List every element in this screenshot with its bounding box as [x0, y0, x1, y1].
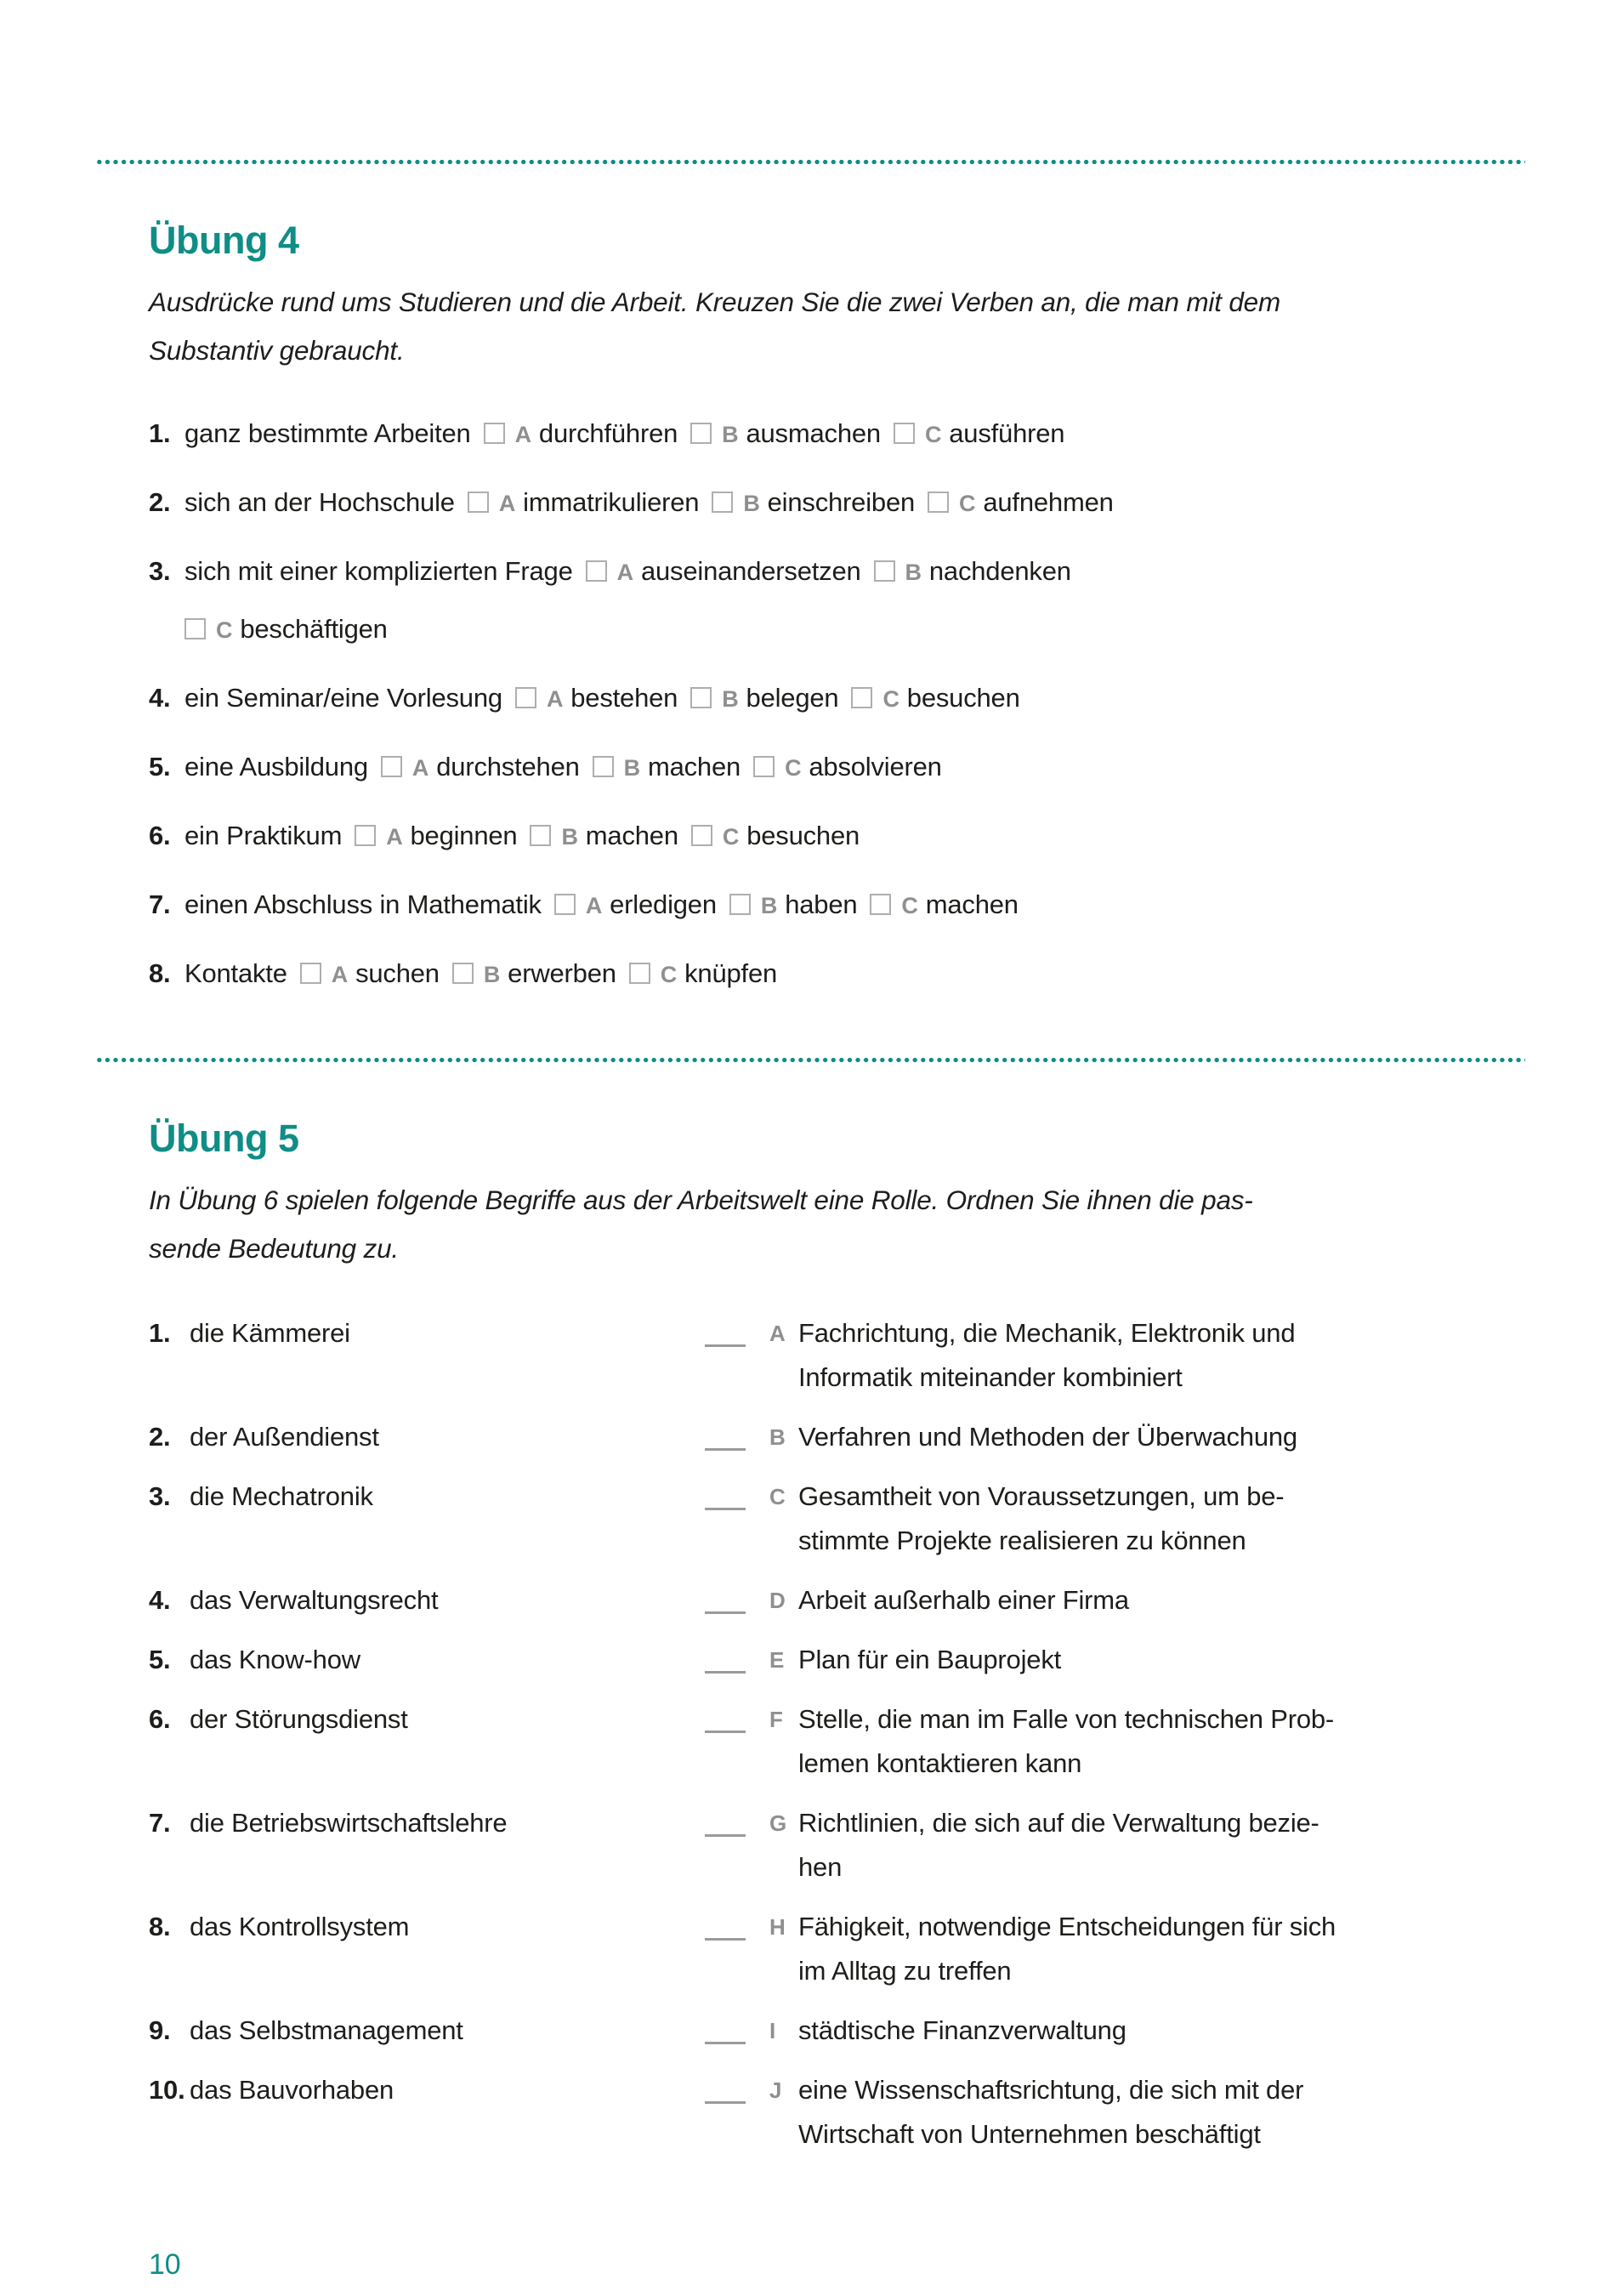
option-checkbox[interactable]: [690, 687, 712, 708]
item-number: 5.: [149, 752, 171, 781]
option-checkbox[interactable]: [629, 963, 650, 984]
option-letter: C: [660, 962, 678, 987]
option-text: besuchen: [906, 683, 1020, 713]
exercise5-instructions: [149, 1176, 1623, 1273]
item-number: 2.: [149, 1422, 171, 1452]
option-checkbox[interactable]: [928, 492, 949, 513]
exercise4-item: [149, 949, 1623, 1007]
option-letter: B: [760, 893, 778, 918]
option-text: machen: [585, 821, 678, 850]
option-checkbox[interactable]: [381, 756, 402, 777]
item-stem: ganz bestimmte Arbeiten: [184, 418, 471, 448]
item-number: 4.: [149, 683, 171, 713]
item-number: 3.: [149, 556, 171, 586]
option-text: belegen: [746, 683, 839, 713]
term: das Kontrollsystem: [190, 1912, 410, 1941]
exercise4-item: [149, 880, 1623, 938]
answer-blank[interactable]: [705, 1482, 746, 1510]
definition-text: Wirtschaft von Unternehmen beschäftigt: [798, 2119, 1261, 2149]
answer-blank[interactable]: [705, 1705, 746, 1733]
definition-letter: F: [769, 1707, 783, 1732]
option-text: auseinandersetzen: [640, 556, 861, 586]
option-letter: B: [722, 422, 739, 447]
option-checkbox[interactable]: [452, 963, 474, 984]
item-number: 1.: [149, 1318, 171, 1348]
option-letter: C: [216, 617, 233, 643]
option-checkbox[interactable]: [851, 687, 872, 708]
exercise4-item: [149, 409, 1623, 467]
definition-letter: D: [769, 1588, 786, 1613]
term: das Bauvorhaben: [190, 2075, 394, 2105]
definition-text: Fähigkeit, notwendige Entscheidungen für sich: [798, 1912, 1336, 1941]
definition-text: stimmte Projekte realisieren zu können: [798, 1526, 1246, 1555]
option-letter: C: [924, 422, 942, 447]
definition-text: Plan für ein Bauprojekt: [798, 1645, 1062, 1674]
option-checkbox[interactable]: [894, 423, 915, 444]
option-text: machen: [925, 889, 1019, 919]
option-letter: A: [616, 560, 633, 585]
item-number: 3.: [149, 1481, 171, 1511]
option-checkbox[interactable]: [753, 756, 775, 777]
term: der Außendienst: [190, 1422, 379, 1452]
page-number: 10: [149, 2248, 181, 2281]
definition-text: lemen kontaktieren kann: [798, 1748, 1082, 1778]
option-text: einschreiben: [767, 487, 916, 517]
exercise5-matching-list: [0, 1311, 1623, 2157]
item-number: 5.: [149, 1645, 171, 1674]
term: die Mechatronik: [190, 1481, 373, 1511]
option-letter: B: [483, 962, 501, 987]
option-checkbox[interactable]: [554, 894, 576, 915]
matching-row: [149, 1415, 1623, 1459]
instruction-line: In Übung 6 spielen folgende Begriffe aus der Arbeitswelt eine Rolle. Ordnen Sie ihnen die pas-: [149, 1185, 1253, 1215]
exercise4-title: Übung 4: [149, 219, 299, 262]
option-checkbox[interactable]: [484, 423, 505, 444]
answer-blank[interactable]: [705, 1912, 746, 1941]
option-letter: B: [561, 824, 578, 850]
exercise4-item: [149, 478, 1623, 536]
option-text: haben: [785, 889, 858, 919]
definition-letter: G: [769, 1810, 787, 1836]
item-stem: Kontakte: [184, 958, 287, 988]
option-letter: A: [331, 962, 349, 987]
option-letter: B: [722, 686, 739, 712]
matching-row: [149, 1475, 1623, 1563]
instruction-line: Ausdrücke rund ums Studieren und die Arbeit. Kreuzen Sie die zwei Verben an, die man mit dem: [149, 287, 1280, 317]
option-letter: A: [411, 755, 429, 781]
option-text: suchen: [355, 958, 440, 988]
matching-row: [149, 2009, 1623, 2053]
item-number: 6.: [149, 1704, 171, 1734]
item-number: 8.: [149, 958, 171, 988]
option-checkbox[interactable]: [530, 825, 551, 846]
option-text: beschäftigen: [240, 614, 388, 644]
answer-blank[interactable]: [705, 1645, 746, 1674]
matching-row: [149, 1801, 1623, 1890]
exercise4-item: [149, 742, 1623, 800]
item-number: 7.: [149, 889, 171, 919]
option-checkbox[interactable]: [586, 560, 607, 582]
option-text: ausmachen: [746, 418, 881, 448]
item-stem: sich an der Hochschule: [184, 487, 455, 517]
definition-letter: E: [769, 1647, 785, 1673]
option-letter: A: [498, 491, 516, 516]
matching-row: [149, 1905, 1623, 1993]
option-letter: B: [623, 755, 640, 781]
item-stem: einen Abschluss in Mathematik: [184, 889, 542, 919]
item-number: 8.: [149, 1912, 171, 1941]
term: die Kämmerei: [190, 1318, 350, 1348]
matching-row: [149, 1638, 1623, 1682]
option-text: absolvieren: [809, 752, 942, 781]
matching-row: [149, 2068, 1623, 2157]
option-text: erledigen: [610, 889, 717, 919]
definition-text: Stelle, die man im Falle von technischen Prob-: [798, 1704, 1335, 1734]
item-number: 4.: [149, 1585, 171, 1615]
answer-blank[interactable]: [705, 2076, 746, 2104]
option-text: beginnen: [410, 821, 518, 850]
definition-letter: J: [769, 2077, 782, 2103]
matching-row: [149, 1311, 1623, 1400]
item-stem: sich mit einer komplizierten Frage: [184, 556, 573, 586]
option-text: immatrikulieren: [523, 487, 700, 517]
option-text: ausführen: [949, 418, 1065, 448]
definition-letter: I: [769, 2018, 776, 2043]
exercise4-instructions: [149, 278, 1623, 375]
definition-text: hen: [798, 1852, 843, 1882]
option-letter: C: [901, 893, 918, 918]
term: das Verwaltungsrecht: [190, 1585, 439, 1615]
dotted-separator: [95, 158, 1525, 166]
definition-text: städtische Finanzverwaltung: [798, 2015, 1126, 2045]
option-text: knüpfen: [684, 958, 778, 988]
option-checkbox[interactable]: [300, 963, 321, 984]
definition-letter: A: [769, 1321, 786, 1346]
definition-text: im Alltag zu treffen: [798, 1956, 1012, 1986]
answer-blank[interactable]: [705, 1586, 746, 1614]
option-letter: C: [882, 686, 899, 712]
option-letter: A: [386, 824, 403, 850]
item-number: 10.: [149, 2075, 185, 2105]
exercise4-item-list: [149, 409, 1623, 1007]
option-text: besuchen: [746, 821, 860, 850]
option-checkbox[interactable]: [870, 894, 891, 915]
exercise4-item: [149, 547, 1623, 662]
instruction-line: sende Bedeutung zu.: [149, 1233, 399, 1264]
term: die Betriebswirtschaftslehre: [190, 1808, 508, 1838]
option-checkbox[interactable]: [355, 825, 376, 846]
answer-blank[interactable]: [705, 2016, 746, 2044]
definition-letter: H: [769, 1914, 786, 1940]
option-letter: C: [722, 824, 740, 850]
term: das Selbstmanagement: [190, 2015, 463, 2045]
item-number: 9.: [149, 2015, 171, 2045]
definition-text: Gesamtheit von Voraussetzungen, um be-: [798, 1481, 1285, 1511]
term: der Störungsdienst: [190, 1704, 408, 1734]
exercise5-title: Übung 5: [149, 1117, 299, 1160]
definition-text: eine Wissenschaftsrichtung, die sich mit der: [798, 2075, 1304, 2105]
matching-row: [149, 1697, 1623, 1786]
item-number: 7.: [149, 1808, 171, 1838]
definition-text: Verfahren und Methoden der Überwachung: [798, 1422, 1297, 1452]
option-letter: A: [585, 893, 603, 918]
matching-row: [149, 1578, 1623, 1623]
answer-blank[interactable]: [705, 1423, 746, 1451]
option-letter: B: [743, 491, 760, 516]
definition-text: Informatik miteinander kombiniert: [798, 1362, 1183, 1392]
item-number: 6.: [149, 821, 171, 850]
option-letter: C: [785, 755, 802, 781]
item-number: 1.: [149, 418, 171, 448]
definition-text: Arbeit außerhalb einer Firma: [798, 1585, 1129, 1615]
option-text: aufnehmen: [983, 487, 1114, 517]
exercise4-item: [149, 673, 1623, 731]
option-checkbox[interactable]: [712, 492, 733, 513]
option-text: machen: [647, 752, 741, 781]
option-checkbox[interactable]: [874, 560, 895, 582]
option-text: durchstehen: [436, 752, 580, 781]
definition-text: Fachrichtung, die Mechanik, Elektronik und: [798, 1318, 1296, 1348]
definition-text: Richtlinien, die sich auf die Verwaltung bezie-: [798, 1808, 1319, 1838]
definition-letter: B: [769, 1424, 786, 1450]
option-checkbox[interactable]: [690, 423, 712, 444]
dotted-separator: [95, 1056, 1525, 1064]
exercise4-item: [149, 811, 1623, 869]
definition-letter: C: [769, 1484, 786, 1509]
option-checkbox[interactable]: [184, 618, 206, 639]
option-checkbox[interactable]: [468, 492, 489, 513]
option-text: erwerben: [508, 958, 616, 988]
option-checkbox[interactable]: [515, 687, 536, 708]
answer-blank[interactable]: [705, 1809, 746, 1837]
item-stem: ein Seminar/eine Vorlesung: [184, 683, 502, 713]
option-text: durchführen: [538, 418, 678, 448]
option-letter: B: [905, 560, 922, 585]
option-letter: A: [546, 686, 564, 712]
item-stem: eine Ausbildung: [184, 752, 368, 781]
answer-blank[interactable]: [705, 1319, 746, 1347]
instruction-line: Substantiv gebraucht.: [149, 335, 405, 366]
term: das Know-how: [190, 1645, 360, 1674]
option-checkbox[interactable]: [593, 756, 614, 777]
option-checkbox[interactable]: [729, 894, 751, 915]
option-checkbox[interactable]: [691, 825, 712, 846]
option-text: bestehen: [570, 683, 678, 713]
option-letter: C: [959, 491, 976, 516]
option-letter: A: [514, 422, 531, 447]
option-text: nachdenken: [928, 556, 1071, 586]
item-stem: ein Praktikum: [184, 821, 343, 850]
item-number: 2.: [149, 487, 171, 517]
